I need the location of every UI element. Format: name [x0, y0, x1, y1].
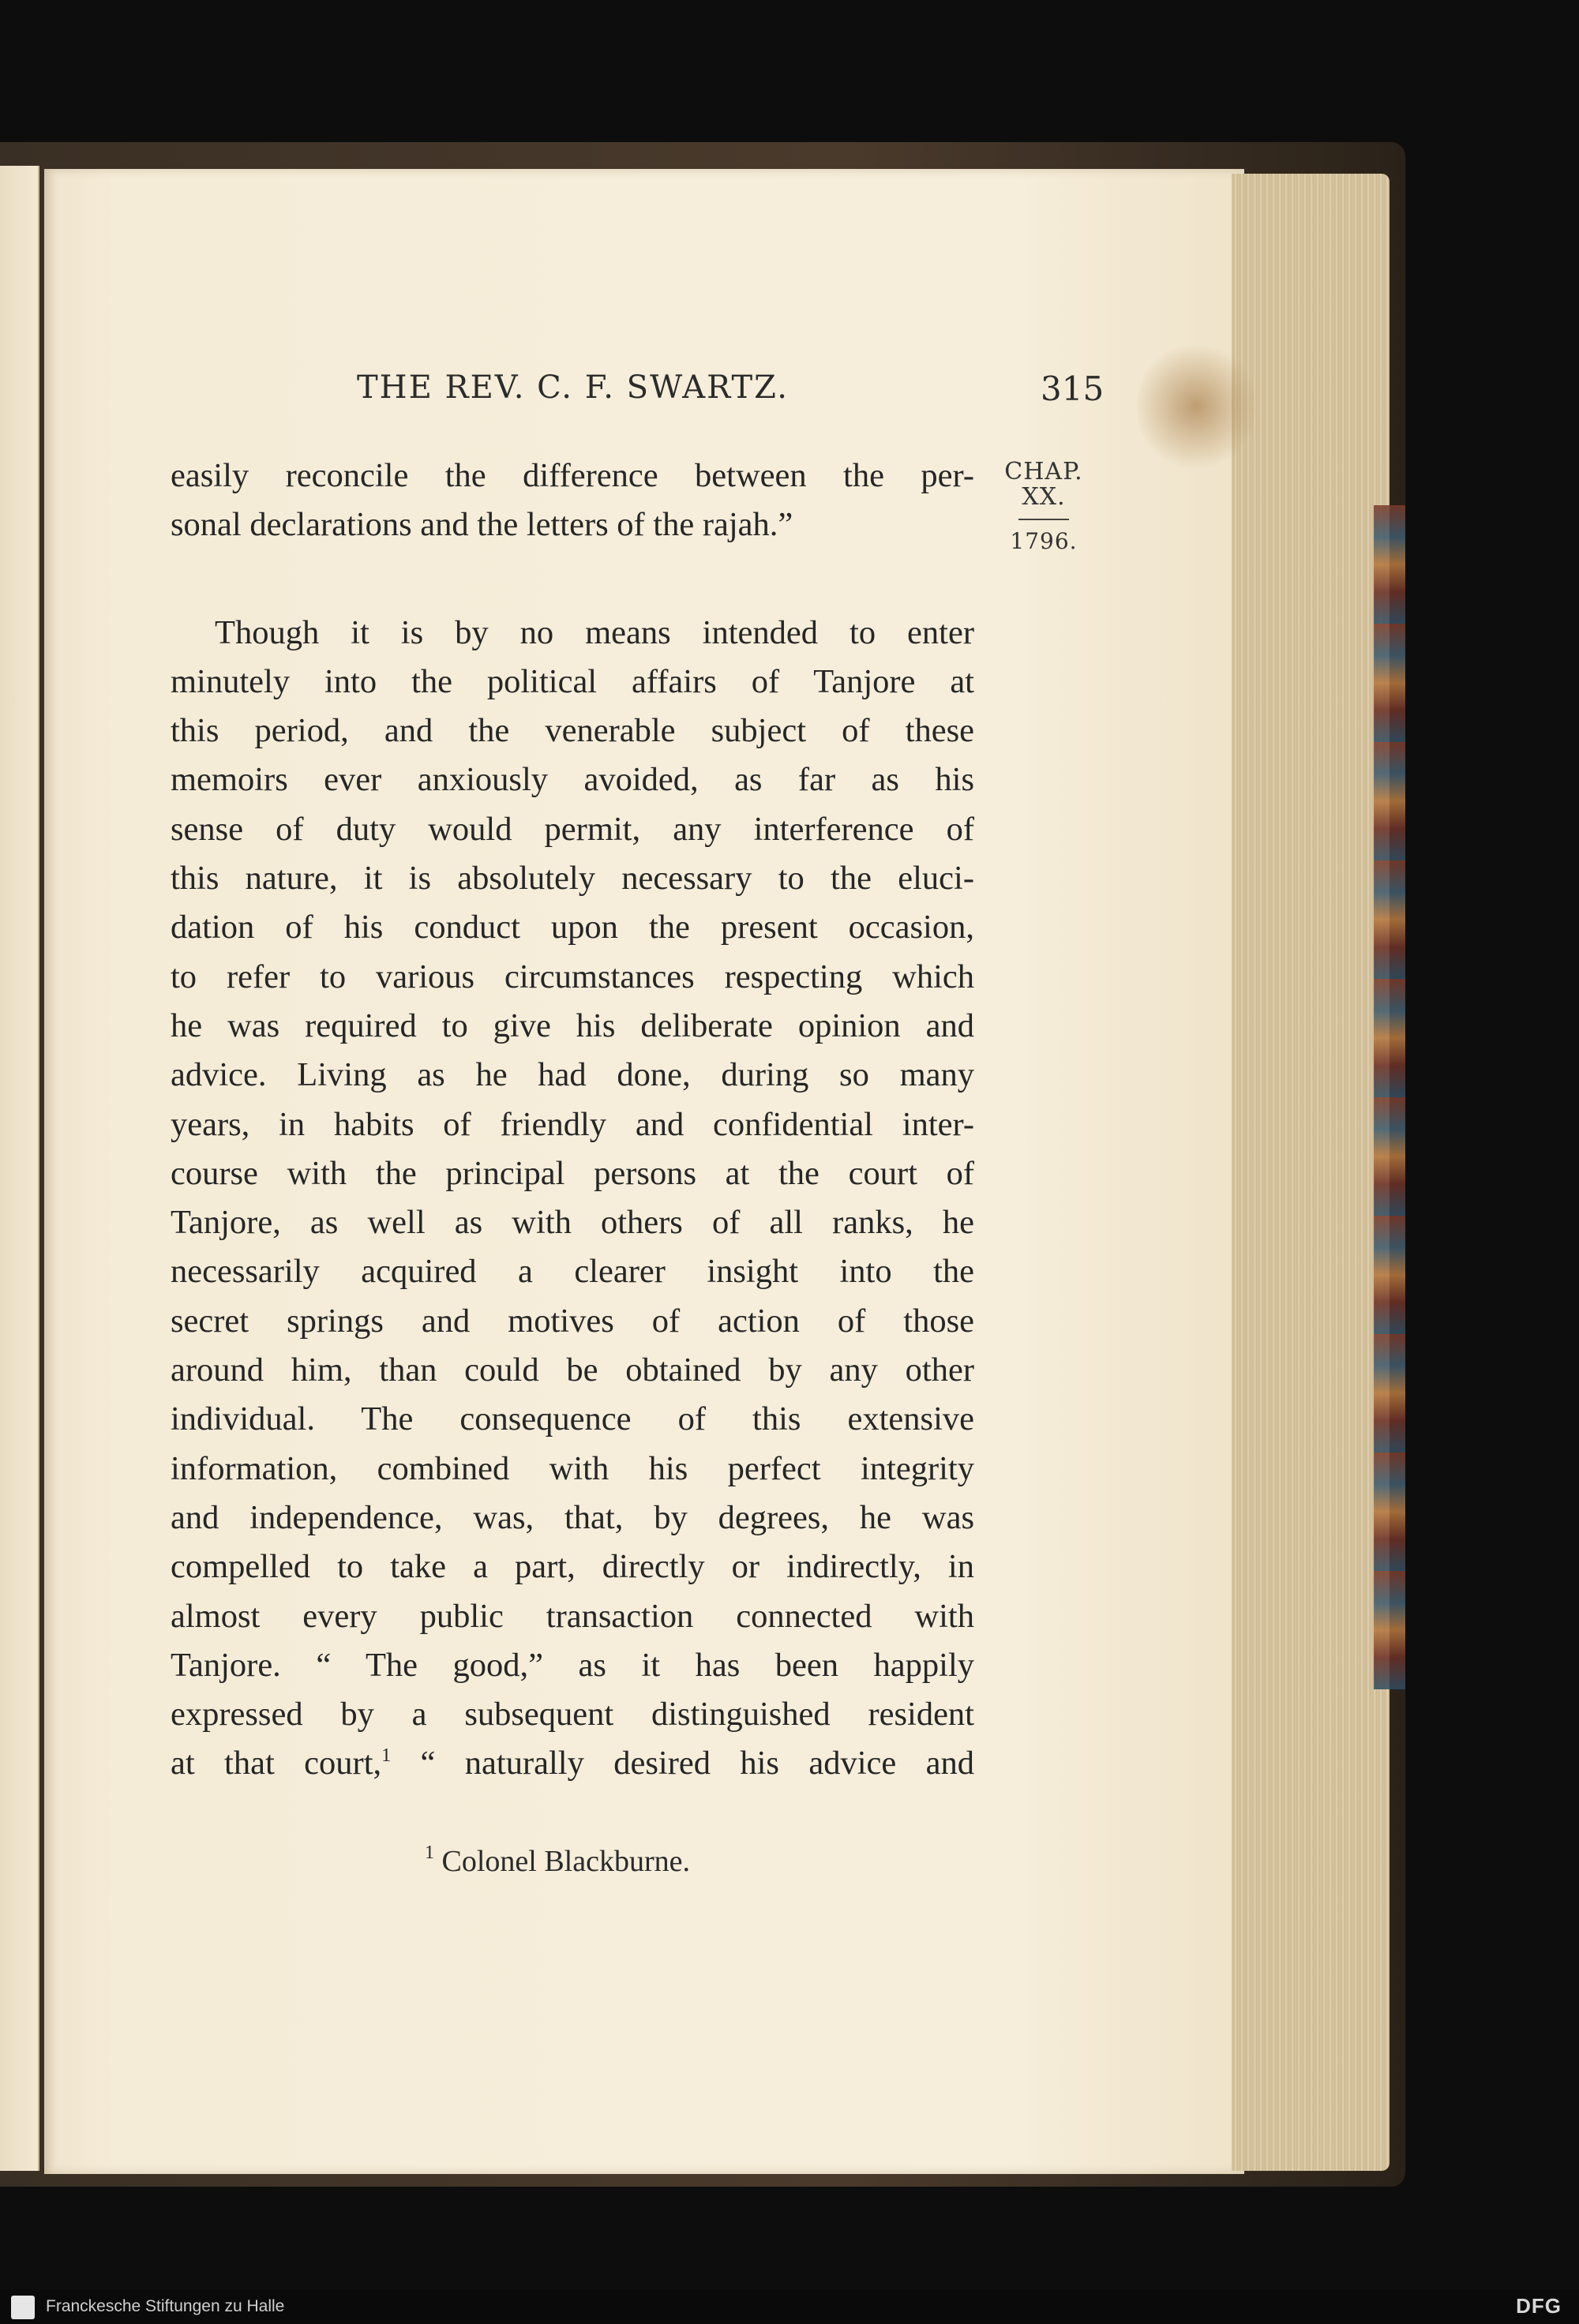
text-line: almost every public transaction connected with: [171, 1597, 974, 1635]
text-line: necessarily acquired a clearer insight into the: [171, 1253, 974, 1291]
footnote-ref: 1: [381, 1745, 392, 1767]
text-line: dation of his conduct upon the present occasion,: [171, 909, 974, 946]
text-line: and independence, was, that, by degrees, he was: [171, 1498, 974, 1536]
footnote-text: Colonel Blackburne.: [434, 1845, 690, 1878]
text-line: Tanjore, as well as with others of all ranks, he: [171, 1204, 974, 1242]
text-line: compelled to take a part, directly or indirectly, in: [171, 1548, 974, 1586]
text-line: sonal declarations and the letters of the rajah.”: [171, 506, 793, 544]
text-line: this period, and the venerable subject of these: [171, 712, 974, 750]
text-line: information, combined with his perfect integrity: [171, 1449, 974, 1487]
text-line: to refer to various circumstances respecting which: [171, 958, 974, 995]
footnote-marker: 1: [425, 1842, 434, 1863]
page-fore-edge: [1232, 174, 1390, 2171]
margin-rule: [1018, 519, 1069, 520]
page-header: [0, 369, 1579, 417]
paragraph-gap: [171, 550, 974, 609]
text-line: sense of duty would permit, any interference of: [171, 810, 974, 848]
running-title: THE REV. C. F. SWARTZ.: [357, 369, 789, 406]
text-line: secret springs and motives of action of those: [171, 1302, 974, 1340]
institution-logo-icon: [11, 2296, 35, 2319]
text-fragment: at that court,: [171, 1745, 382, 1782]
page-number: 315: [1041, 369, 1105, 408]
body-text: [171, 452, 974, 1789]
margin-year: 1796.: [1010, 528, 1078, 554]
text-line: minutely into the political affairs of Tanjore at: [171, 662, 974, 700]
text-line: this nature, it is absolutely necessary to the eluci-: [171, 860, 974, 898]
margin-chapter-label: CHAP.: [1004, 458, 1083, 485]
text-line-with-footnote: [171, 1739, 974, 1788]
text-line: individual. The consequence of this extensive: [171, 1400, 974, 1438]
text-line: course with the principal persons at the court of: [171, 1154, 974, 1192]
text-line: years, in habits of friendly and confidential inter-: [171, 1105, 974, 1143]
text-line: easily reconcile the difference between the per-: [171, 457, 974, 494]
dfg-logo: DFG: [1516, 2294, 1562, 2318]
text-line: expressed by a subsequent distinguished resident: [171, 1696, 974, 1734]
text-line: memoirs ever anxiously avoided, as far as his: [171, 761, 974, 799]
text-line: he was required to give his deliberate opinion and: [171, 1006, 974, 1044]
margin-chapter-number: XX.: [1022, 482, 1066, 511]
footer-bar: [0, 2289, 1579, 2324]
text-line: Tanjore. “ The good,” as it has been happily: [171, 1646, 974, 1684]
left-page-edge: [0, 166, 39, 2171]
text-fragment: “ naturally desired his advice and: [391, 1745, 974, 1782]
footnote: [425, 1844, 690, 1879]
text-line: Though it is by no means intended to enter: [215, 613, 974, 651]
footer-institution: Franckesche Stiftungen zu Halle: [46, 2297, 285, 2315]
margin-note: [996, 459, 1091, 553]
text-line: advice. Living as he had done, during so many: [171, 1056, 974, 1094]
text-line: around him, than could be obtained by any other: [171, 1351, 974, 1389]
marbled-edge: [1374, 505, 1405, 1689]
